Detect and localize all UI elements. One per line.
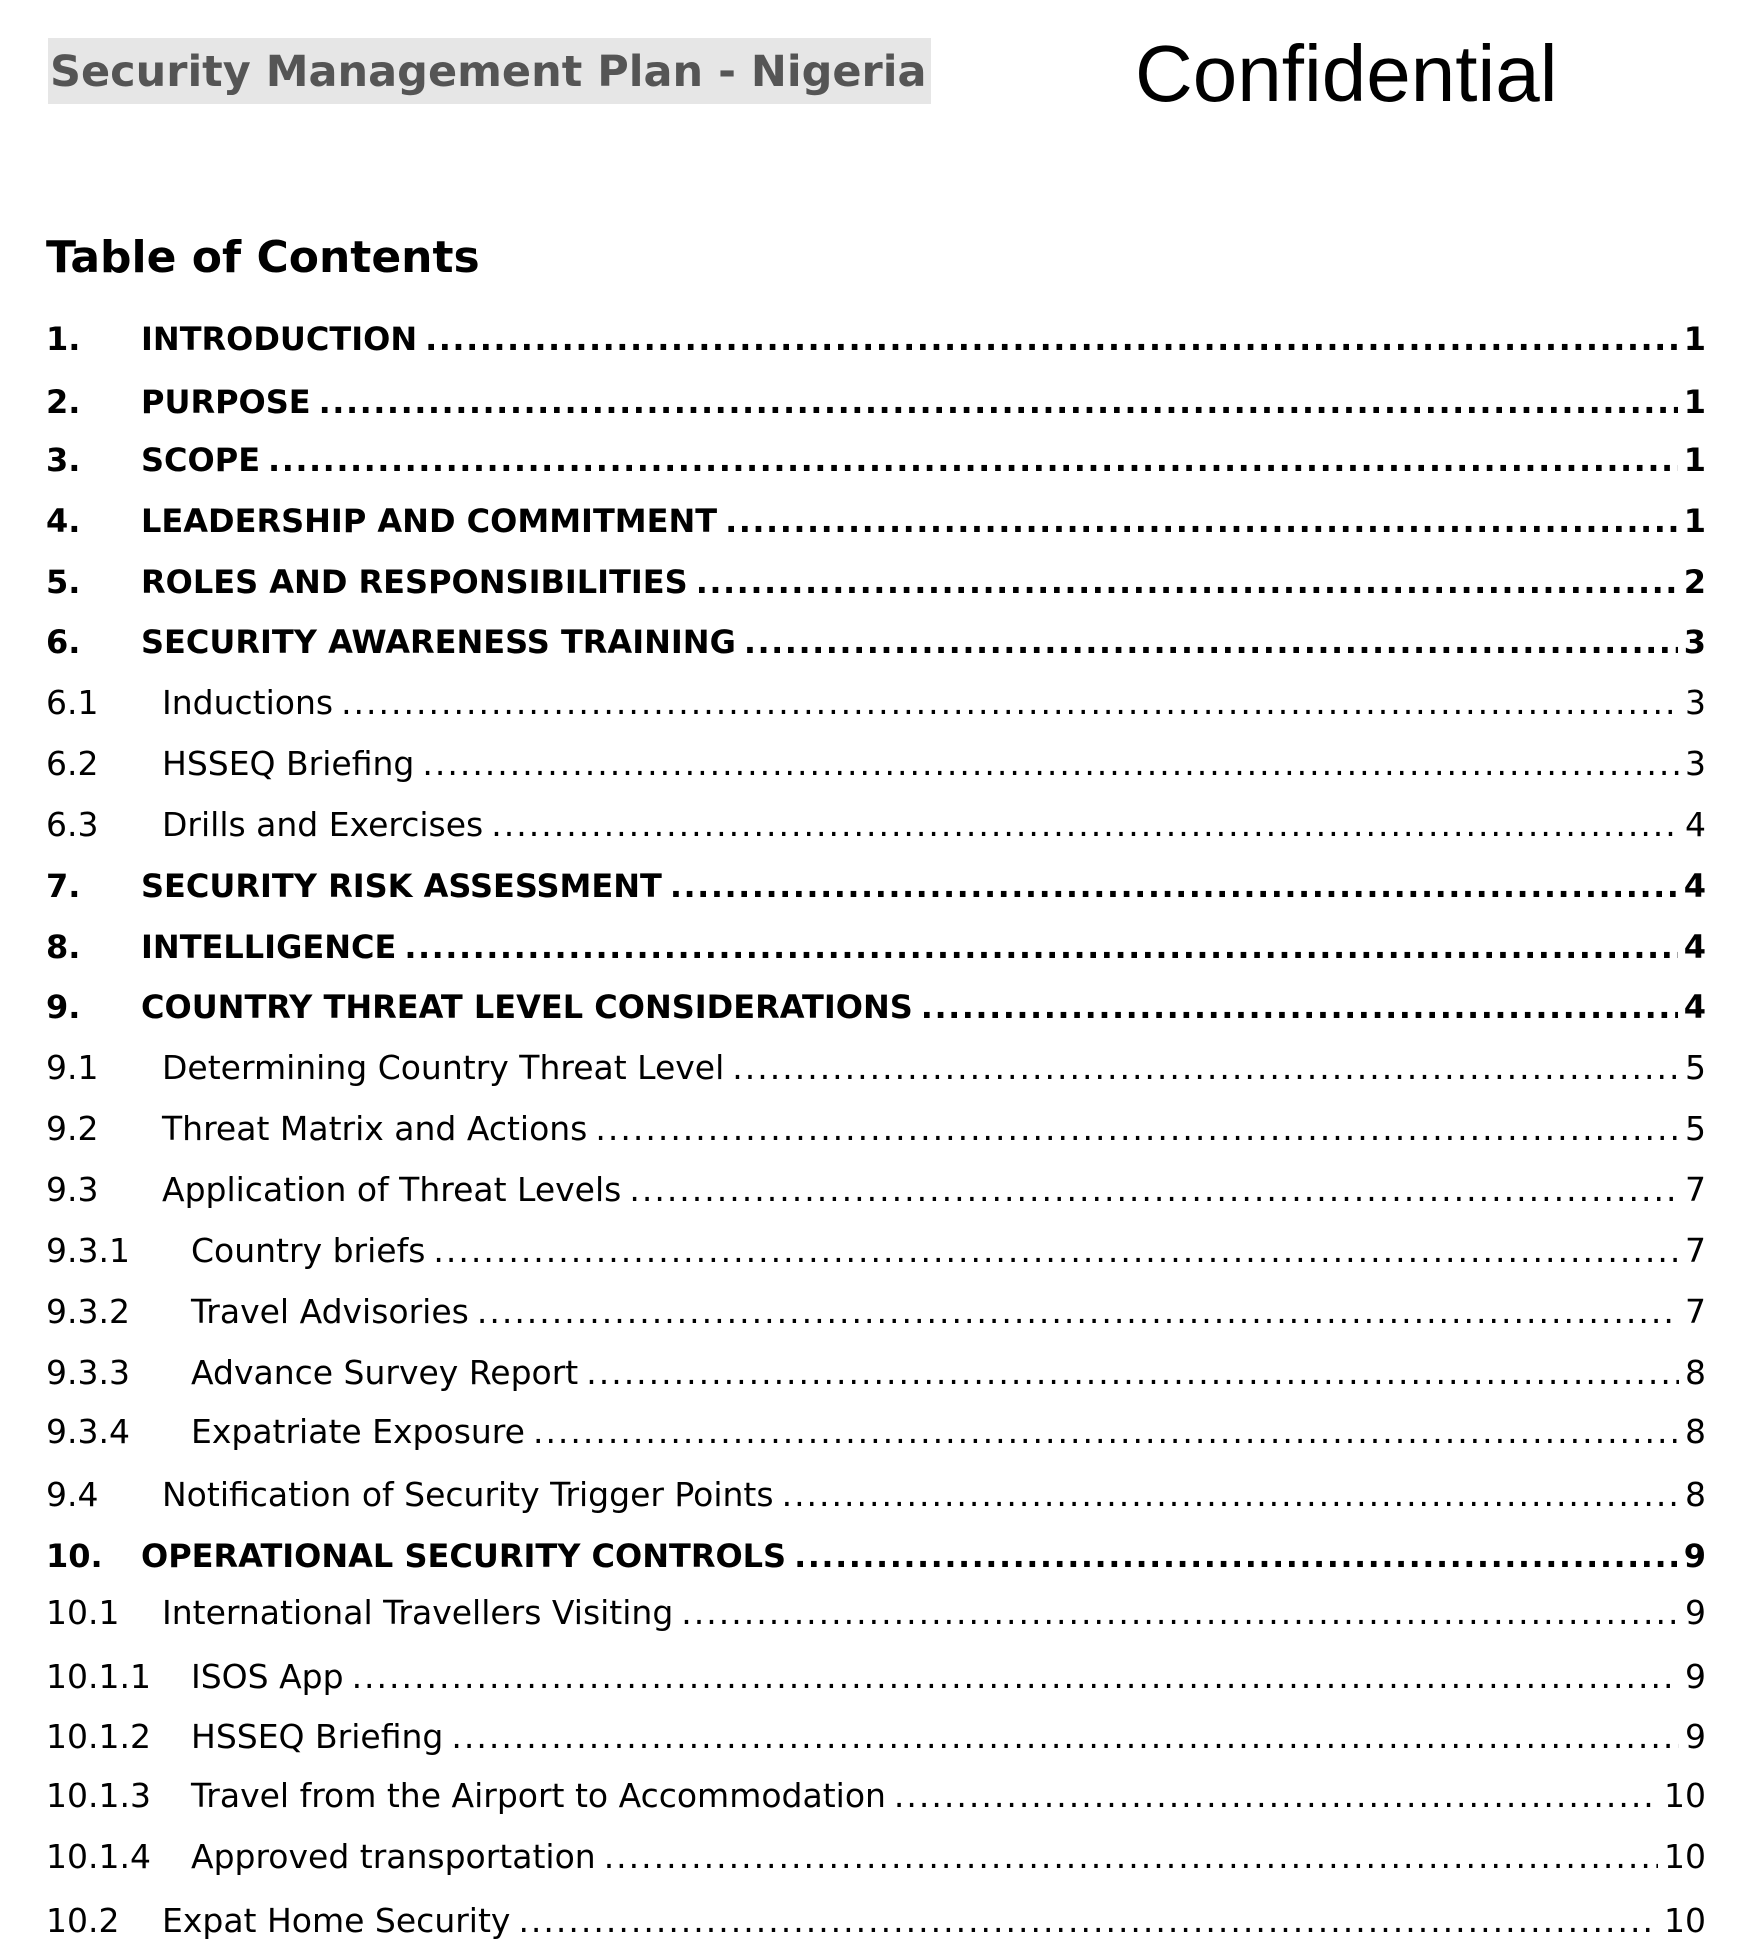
toc-dot-leader: [268, 436, 1678, 484]
toc-entry-title[interactable]: COUNTRY THREAT LEVEL CONSIDERATIONS: [141, 988, 913, 1026]
toc-dot-leader: [725, 497, 1678, 545]
toc-entry[interactable]: [46, 1471, 1706, 1519]
toc-entry-title[interactable]: ISOS App: [191, 1657, 344, 1696]
toc-dot-leader: [518, 1897, 1658, 1945]
toc-dot-leader: [782, 1471, 1679, 1519]
toc-entry-page-number[interactable]: 10: [1664, 1901, 1706, 1940]
toc-dot-leader: [425, 315, 1678, 363]
toc-dot-leader: [595, 1105, 1679, 1153]
toc-entry[interactable]: [46, 558, 1706, 606]
toc-entry-page-number[interactable]: 3: [1683, 623, 1706, 661]
toc-dot-leader: [629, 1166, 1679, 1214]
toc-entry-number: 10.2: [46, 1901, 120, 1940]
toc-entry-number: 10.1.2: [46, 1717, 151, 1756]
toc-entry-number: 9.3: [46, 1170, 99, 1209]
toc-entry-title[interactable]: LEADERSHIP AND COMMITMENT: [141, 502, 718, 540]
toc-entry-page-number[interactable]: 8: [1685, 1353, 1706, 1392]
toc-dot-leader: [732, 1044, 1679, 1092]
toc-entry[interactable]: [46, 1105, 1706, 1153]
toc-entry[interactable]: [46, 679, 1706, 727]
toc-dot-leader: [894, 1772, 1658, 1820]
toc-entry-title[interactable]: Country briefs: [191, 1231, 426, 1270]
toc-entry-page-number[interactable]: 1: [1683, 441, 1706, 479]
toc-dot-leader: [451, 1713, 1679, 1761]
toc-entry-number: 10.1: [46, 1593, 120, 1632]
toc-entry[interactable]: [46, 1589, 1706, 1637]
confidential-label: Confidential: [1135, 29, 1558, 118]
toc-entry-title[interactable]: PURPOSE: [141, 383, 311, 421]
toc-entry-title[interactable]: Threat Matrix and Actions: [162, 1109, 588, 1148]
toc-dot-leader: [352, 1653, 1679, 1701]
toc-entry-number: 2.: [46, 383, 81, 421]
toc-entry-title[interactable]: SECURITY AWARENESS TRAINING: [141, 623, 736, 661]
toc-entry-page-number[interactable]: 10: [1664, 1776, 1706, 1815]
toc-entry-page-number[interactable]: 4: [1683, 867, 1706, 905]
toc-entry-title[interactable]: Inductions: [162, 683, 334, 722]
toc-entry-title[interactable]: Travel from the Airport to Accommodation: [191, 1776, 886, 1815]
toc-entry-number: 6.: [46, 623, 81, 661]
toc-entry-page-number[interactable]: 3: [1685, 744, 1706, 783]
toc-entry-number: 10.1.3: [46, 1776, 151, 1815]
toc-entry-title[interactable]: INTRODUCTION: [141, 320, 418, 358]
toc-entry-number: 9.1: [46, 1048, 99, 1087]
toc-entry[interactable]: [46, 923, 1706, 971]
toc-entry[interactable]: [46, 1227, 1706, 1275]
toc-entry-page-number[interactable]: 2: [1683, 563, 1706, 601]
toc-dot-leader: [681, 1589, 1679, 1637]
toc-entry-number: 9.: [46, 988, 81, 1026]
toc-dot-leader: [794, 1532, 1678, 1580]
toc-entry[interactable]: [46, 862, 1706, 910]
toc-entry[interactable]: [46, 1653, 1706, 1701]
toc-entry-title[interactable]: ROLES AND RESPONSIBILITIES: [141, 563, 688, 601]
toc-entry-page-number[interactable]: 1: [1683, 383, 1706, 421]
toc-dot-leader: [921, 983, 1678, 1031]
toc-entry-number: 6.2: [46, 744, 99, 783]
toc-entry-page-number[interactable]: 9: [1685, 1657, 1706, 1696]
toc-entry-page-number[interactable]: 7: [1685, 1170, 1706, 1209]
toc-entry-number: 5.: [46, 563, 81, 601]
toc-entry-number: 9.4: [46, 1475, 99, 1514]
toc-entry-number: 9.2: [46, 1109, 99, 1148]
toc-dot-leader: [670, 862, 1678, 910]
toc-entry-number: 8.: [46, 928, 81, 966]
toc-dot-leader: [491, 801, 1679, 849]
toc-entry[interactable]: [46, 1044, 1706, 1092]
toc-entry[interactable]: [46, 1166, 1706, 1214]
toc-entry-title[interactable]: OPERATIONAL SECURITY CONTROLS: [141, 1537, 787, 1575]
toc-entry[interactable]: [46, 1408, 1706, 1456]
toc-entry-number: 7.: [46, 867, 81, 905]
toc-entry-title[interactable]: INTELLIGENCE: [141, 928, 397, 966]
toc-entry[interactable]: [46, 1833, 1706, 1881]
document-title: Security Management Plan - Nigeria: [48, 38, 931, 104]
toc-dot-leader: [533, 1408, 1679, 1456]
toc-entry-title[interactable]: Approved transportation: [191, 1837, 596, 1876]
toc-entry-page-number[interactable]: 8: [1685, 1412, 1706, 1451]
toc-entry-number: 9.3.2: [46, 1292, 130, 1331]
toc-entry-title[interactable]: Expat Home Security: [162, 1901, 511, 1940]
toc-entry-page-number[interactable]: 5: [1685, 1109, 1706, 1148]
toc-entry[interactable]: [46, 983, 1706, 1031]
toc-entry[interactable]: [46, 1288, 1706, 1336]
toc-dot-leader: [319, 378, 1678, 426]
toc-entry-page-number[interactable]: 4: [1683, 928, 1706, 966]
toc-entry-number: 9.3.1: [46, 1231, 130, 1270]
toc-entry-page-number[interactable]: 7: [1685, 1292, 1706, 1331]
toc-dot-leader: [477, 1288, 1679, 1336]
toc-entry-number: 9.3.3: [46, 1353, 130, 1392]
toc-entry-title[interactable]: Application of Threat Levels: [162, 1170, 622, 1209]
toc-entry-number: 3.: [46, 441, 81, 479]
toc-entry-page-number[interactable]: 3: [1685, 683, 1706, 722]
toc-entry-number: 1.: [46, 320, 81, 358]
toc-entry-page-number[interactable]: 4: [1683, 988, 1706, 1026]
toc-entry[interactable]: [46, 378, 1706, 426]
toc-entry[interactable]: [46, 1532, 1706, 1580]
toc-dot-leader: [696, 558, 1678, 606]
toc-dot-leader: [604, 1833, 1658, 1881]
toc-entry-number: 10.1.4: [46, 1837, 151, 1876]
toc-entry-title[interactable]: HSSEQ Briefing: [191, 1717, 444, 1756]
toc-dot-leader: [341, 679, 1679, 727]
toc-entry-page-number[interactable]: 9: [1683, 1537, 1706, 1575]
toc-entry-number: 4.: [46, 502, 81, 540]
toc-entry-title[interactable]: Determining Country Threat Level: [162, 1048, 725, 1087]
toc-entry-page-number[interactable]: 9: [1685, 1593, 1706, 1632]
toc-entry-number: 6.3: [46, 805, 99, 844]
toc-heading: Table of Contents: [46, 232, 480, 283]
toc-entry-page-number[interactable]: 5: [1685, 1048, 1706, 1087]
toc-entry[interactable]: [46, 1772, 1706, 1820]
toc-entry-page-number[interactable]: 7: [1685, 1231, 1706, 1270]
toc-entry[interactable]: [46, 497, 1706, 545]
toc-entry-number: 10.: [46, 1537, 103, 1575]
toc-entry-number: 10.1.1: [46, 1657, 151, 1696]
toc-entry-number: 9.3.4: [46, 1412, 130, 1451]
toc-entry-title[interactable]: Notification of Security Trigger Points: [162, 1475, 774, 1514]
toc-entry[interactable]: [46, 1349, 1706, 1397]
toc-entry[interactable]: [46, 1897, 1706, 1945]
toc-entry[interactable]: [46, 436, 1706, 484]
toc-entry-page-number[interactable]: 9: [1685, 1717, 1706, 1756]
toc-entry-title[interactable]: Travel Advisories: [191, 1292, 469, 1331]
toc-entry-title[interactable]: Advance Survey Report: [191, 1353, 579, 1392]
toc-entry-title[interactable]: International Travellers Visiting: [162, 1593, 674, 1632]
toc-entry[interactable]: [46, 618, 1706, 666]
toc-entry[interactable]: [46, 740, 1706, 788]
toc-entry-title[interactable]: Drills and Exercises: [162, 805, 484, 844]
toc-entry-page-number[interactable]: 10: [1664, 1837, 1706, 1876]
toc-entry-title[interactable]: SECURITY RISK ASSESSMENT: [141, 867, 662, 905]
toc-dot-leader: [404, 923, 1677, 971]
toc-entry[interactable]: [46, 801, 1706, 849]
toc-entry-page-number[interactable]: 4: [1685, 805, 1706, 844]
toc-entry-page-number[interactable]: 1: [1683, 502, 1706, 540]
toc-dot-leader: [422, 740, 1679, 788]
toc-entry-page-number[interactable]: 8: [1685, 1475, 1706, 1514]
toc-dot-leader: [586, 1349, 1679, 1397]
toc-dot-leader: [744, 618, 1678, 666]
toc-entry-page-number[interactable]: 1: [1683, 320, 1706, 358]
toc-entry[interactable]: [46, 1713, 1706, 1761]
toc-entry-title[interactable]: SCOPE: [141, 441, 261, 479]
toc-entry-title[interactable]: HSSEQ Briefing: [162, 744, 415, 783]
toc-dot-leader: [433, 1227, 1679, 1275]
toc-entry-number: 6.1: [46, 683, 99, 722]
toc-entry[interactable]: [46, 315, 1706, 363]
toc-entry-title[interactable]: Expatriate Exposure: [191, 1412, 525, 1451]
